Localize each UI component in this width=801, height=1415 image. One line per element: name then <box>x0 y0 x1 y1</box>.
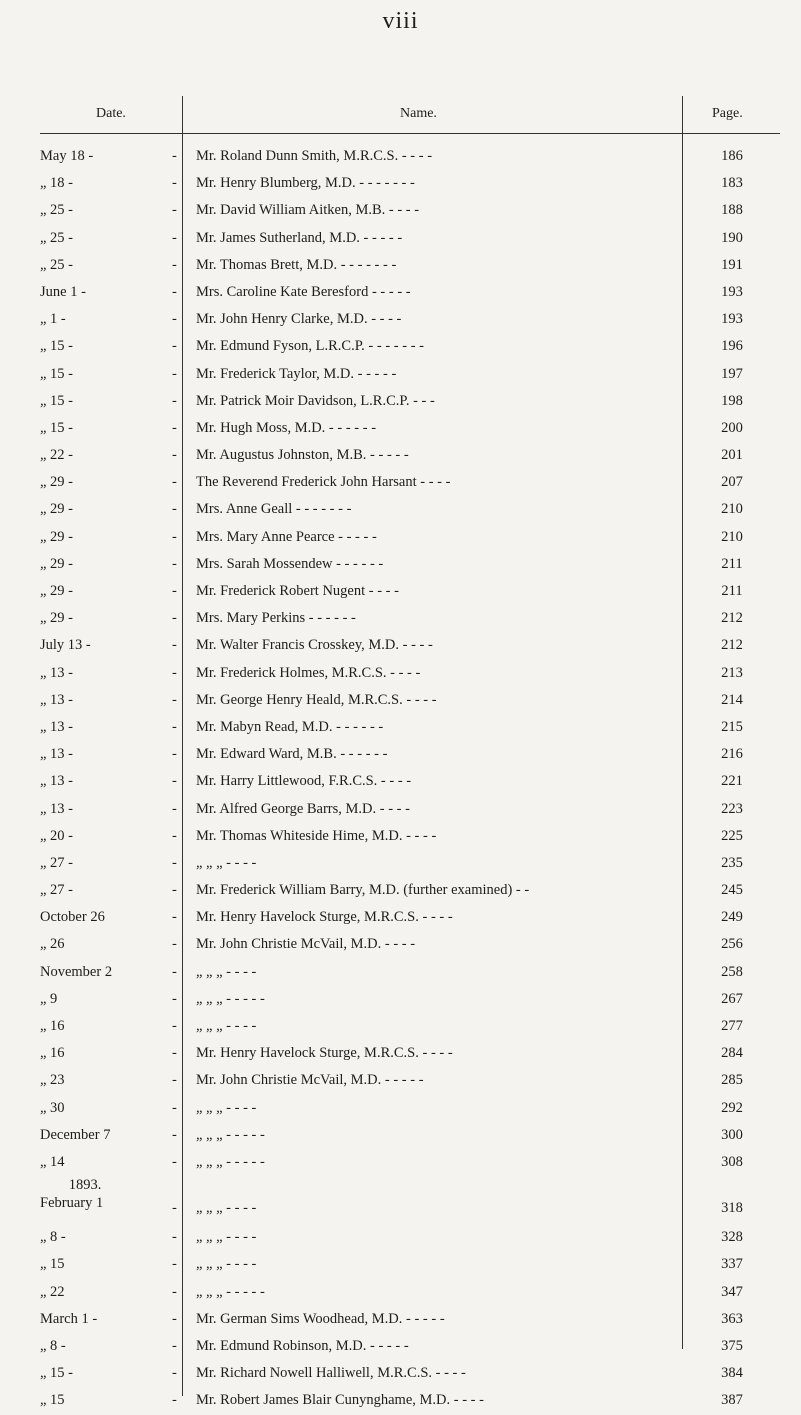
row-page: 375 <box>721 1337 743 1354</box>
row-name: Mrs. Anne Geall - - - - - - - <box>196 501 352 518</box>
row-date-text: „ 29 - <box>40 528 74 545</box>
row-date <box>40 692 172 709</box>
row-name: Mr. Hugh Moss, M.D. - - - - - - <box>196 419 377 436</box>
table-row <box>0 1334 801 1361</box>
row-date <box>40 1365 172 1382</box>
row-date-text: „ 29 - <box>40 501 74 518</box>
row-date <box>40 1018 172 1035</box>
year-label: 1893. <box>68 1177 102 1194</box>
row-name: „ „ „ - - - - - <box>196 1126 265 1143</box>
page-number: viii <box>382 8 419 34</box>
row-date-text: „ 15 - <box>40 365 74 382</box>
table-row <box>0 416 801 443</box>
table-row <box>0 1177 801 1225</box>
row-name: Mr. George Henry Heald, M.R.C.S. - - - - <box>196 691 437 708</box>
row-date <box>40 447 172 464</box>
row-date <box>40 1338 172 1355</box>
row-name: Mr. John Henry Clarke, M.D. - - - - <box>196 311 402 328</box>
row-dash: - <box>172 202 177 219</box>
row-name: Mr. John Christie McVail, M.D. - - - - - <box>196 1072 424 1089</box>
table-row <box>0 688 801 715</box>
row-name: „ „ „ - - - - - <box>196 990 265 1007</box>
row-dash: - <box>172 447 177 464</box>
row-page: 198 <box>721 392 743 409</box>
row-dash: - <box>172 1256 177 1273</box>
row-date <box>40 366 172 383</box>
row-date <box>40 964 172 981</box>
row-page: 212 <box>721 637 743 654</box>
row-dash: - <box>172 664 177 681</box>
row-date <box>40 230 172 247</box>
row-dash: - <box>172 1229 177 1246</box>
row-date <box>40 175 172 192</box>
row-name: Mr. Henry Havelock Sturge, M.R.C.S. - - - - <box>196 909 453 926</box>
row-name: Mrs. Mary Perkins - - - - - - <box>196 610 356 627</box>
row-date-text: „ 1 - <box>40 311 66 328</box>
row-page: 197 <box>721 365 743 382</box>
row-date-text: „ 25 - <box>40 256 74 273</box>
table-row <box>0 334 801 361</box>
row-date <box>40 202 172 219</box>
row-dash: - <box>172 501 177 518</box>
row-date-text: „ 16 <box>40 1045 65 1062</box>
row-dash: - <box>172 419 177 436</box>
row-dash: - <box>172 1018 177 1034</box>
row-date <box>40 1154 172 1171</box>
row-dash: - <box>172 691 177 708</box>
row-date-text: „ 14 <box>40 1153 65 1170</box>
row-date <box>40 828 172 845</box>
table-row <box>0 552 801 579</box>
row-date <box>40 1229 172 1246</box>
table-row <box>0 1150 801 1177</box>
row-date-text: „ 30 <box>40 1099 65 1116</box>
row-name: Mr. Alfred George Barrs, M.D. - - - - <box>196 800 410 817</box>
row-page: 201 <box>721 447 743 464</box>
row-date <box>40 311 172 328</box>
row-page: 183 <box>721 175 743 192</box>
row-page: 211 <box>721 555 743 572</box>
row-date-text: May 18 - <box>40 148 94 164</box>
row-page: 328 <box>721 1229 743 1246</box>
table-row <box>0 525 801 552</box>
row-dash: - <box>172 311 177 328</box>
table-row <box>0 905 801 932</box>
table-row <box>0 661 801 688</box>
row-name: Mr. Frederick Holmes, M.R.C.S. - - - - <box>196 664 421 681</box>
row-date-text: „ 13 - <box>40 773 74 790</box>
table-row <box>0 960 801 987</box>
table-row <box>0 1252 801 1279</box>
row-page: 292 <box>721 1099 743 1116</box>
row-date-text: „ 22 <box>40 1283 65 1300</box>
row-dash: - <box>172 1045 177 1062</box>
row-date-text: „ 13 - <box>40 718 74 735</box>
row-name: „ „ „ - - - - <box>196 1200 257 1217</box>
table-row <box>0 389 801 416</box>
table-row <box>0 633 801 660</box>
row-page: 191 <box>721 256 743 273</box>
row-date-text: „ 13 - <box>40 746 74 763</box>
row-page: 387 <box>721 1392 743 1409</box>
row-date-text: „ 27 - <box>40 882 74 899</box>
row-page: 300 <box>721 1126 743 1143</box>
row-page: 211 <box>721 583 743 599</box>
row-name: Mr. Frederick Robert Nugent - - - - <box>196 583 399 599</box>
row-name: Mr. Edmund Fyson, L.R.C.P. - - - - - - - <box>196 338 424 355</box>
row-date-text: „ 15 - <box>40 419 74 436</box>
row-dash: - <box>172 555 177 572</box>
row-name: Mr. Richard Nowell Halliwell, M.R.C.S. - - - - <box>196 1365 466 1382</box>
row-date-text: „ 13 - <box>40 664 74 681</box>
row-dash: - <box>172 583 177 599</box>
row-name: „ „ „ - - - - <box>196 854 257 871</box>
table-row <box>0 932 801 959</box>
row-dash: - <box>172 1099 177 1116</box>
row-date <box>40 991 172 1008</box>
table-row <box>0 253 801 280</box>
row-name: Mr. Edmund Robinson, M.D. - - - - - <box>196 1337 409 1354</box>
row-name: Mr. Harry Littlewood, F.R.C.S. - - - - <box>196 773 412 790</box>
row-name: Mr. Frederick Taylor, M.D. - - - - - <box>196 365 397 382</box>
row-date <box>40 474 172 491</box>
row-date-text: „ 18 - <box>40 175 74 192</box>
table-row <box>0 362 801 389</box>
row-date-text: June 1 - <box>40 283 86 300</box>
row-dash: - <box>172 610 177 627</box>
row-dash: - <box>172 1153 177 1170</box>
row-page: 207 <box>721 474 743 491</box>
table-row <box>0 987 801 1014</box>
row-date-text: „ 15 - <box>40 392 74 409</box>
row-date <box>40 1177 172 1212</box>
row-name: Mr. Patrick Moir Davidson, L.R.C.P. - - - <box>196 392 435 409</box>
row-page: 235 <box>721 854 743 871</box>
table-row <box>0 1225 801 1252</box>
row-page: 363 <box>721 1310 743 1327</box>
table-header <box>0 96 801 132</box>
table-row <box>0 1096 801 1123</box>
row-date <box>40 637 172 654</box>
row-date <box>40 610 172 627</box>
row-page: 285 <box>721 1072 743 1089</box>
row-dash: - <box>172 963 177 980</box>
row-date <box>40 1256 172 1273</box>
row-name: Mr. Thomas Brett, M.D. - - - - - - - <box>196 256 397 273</box>
row-page: 267 <box>721 990 743 1007</box>
row-date <box>40 1072 172 1089</box>
row-date <box>40 1284 172 1301</box>
row-date-text: „ 13 - <box>40 800 74 817</box>
row-dash: - <box>172 1310 177 1327</box>
table-row <box>0 851 801 878</box>
row-date-text: „ 26 <box>40 936 65 953</box>
date-column-header: Date. <box>96 106 126 121</box>
row-date-text: „ 15 - <box>40 1365 74 1382</box>
row-page: 256 <box>721 936 743 953</box>
row-name: Mr. James Sutherland, M.D. - - - - - <box>196 229 403 246</box>
table-row <box>0 497 801 524</box>
row-date <box>40 529 172 546</box>
row-date-text: December 7 <box>40 1126 111 1143</box>
row-date <box>40 1045 172 1062</box>
row-name: Mr. Roland Dunn Smith, M.R.C.S. - - - - <box>196 148 433 164</box>
row-dash: - <box>172 990 177 1007</box>
table-row <box>0 1041 801 1068</box>
row-date <box>40 773 172 790</box>
row-date-text: „ 29 - <box>40 610 74 627</box>
row-page: 308 <box>721 1153 743 1170</box>
row-dash: - <box>172 283 177 300</box>
row-dash: - <box>172 882 177 899</box>
row-name: „ „ „ - - - - - <box>196 1283 265 1300</box>
row-name: „ „ „ - - - - - <box>196 1153 265 1170</box>
table-row <box>0 198 801 225</box>
row-dash: - <box>172 854 177 871</box>
row-dash: - <box>172 528 177 545</box>
table-row <box>0 579 801 606</box>
row-name: Mr. Henry Blumberg, M.D. - - - - - - - <box>196 175 415 192</box>
row-page: 216 <box>721 746 743 763</box>
row-date-text: „ 29 - <box>40 555 74 572</box>
row-name: Mr. Mabyn Read, M.D. - - - - - - <box>196 718 384 735</box>
row-page: 190 <box>721 229 743 246</box>
row-date-text: „ 15 <box>40 1392 65 1409</box>
row-dash: - <box>172 773 177 790</box>
table-row <box>0 1307 801 1334</box>
row-dash: - <box>172 229 177 246</box>
row-date <box>40 719 172 736</box>
row-dash: - <box>172 392 177 409</box>
row-dash: - <box>172 474 177 491</box>
row-date-text: „ 13 - <box>40 691 74 708</box>
row-page: 258 <box>721 963 743 980</box>
table-row <box>0 797 801 824</box>
row-name: Mrs. Caroline Kate Beresford - - - - - <box>196 283 411 300</box>
row-dash: - <box>172 148 177 164</box>
row-date <box>40 148 172 165</box>
table-row <box>0 443 801 470</box>
row-dash: - <box>172 1365 177 1382</box>
row-name: Mr. David William Aitken, M.B. - - - - <box>196 202 420 219</box>
row-dash: - <box>172 256 177 273</box>
row-page: 277 <box>721 1018 743 1034</box>
row-date <box>40 420 172 437</box>
row-name: Mrs. Sarah Mossendew - - - - - - <box>196 555 384 572</box>
row-date-text: February 1 <box>40 1195 104 1212</box>
row-page: 186 <box>721 148 743 164</box>
row-date <box>40 909 172 926</box>
row-name: Mr. Thomas Whiteside Hime, M.D. - - - - <box>196 827 437 844</box>
row-date-text: October 26 <box>40 909 105 926</box>
row-dash: - <box>172 1126 177 1143</box>
row-date <box>40 1100 172 1117</box>
row-name: Mr. Henry Havelock Sturge, M.R.C.S. - - - - <box>196 1045 453 1062</box>
row-name: The Reverend Frederick John Harsant - - - - <box>196 474 451 491</box>
row-dash: - <box>172 338 177 355</box>
table-row <box>0 742 801 769</box>
row-dash: - <box>172 637 177 654</box>
table-row <box>0 1280 801 1307</box>
row-dash: - <box>172 827 177 844</box>
row-date-text: „ 16 <box>40 1018 65 1034</box>
row-page: 284 <box>721 1045 743 1062</box>
table-row <box>0 715 801 742</box>
row-date <box>40 393 172 410</box>
row-date <box>40 338 172 355</box>
row-dash: - <box>172 1337 177 1354</box>
row-date <box>40 583 172 600</box>
row-page: 337 <box>721 1256 743 1273</box>
row-dash: - <box>172 718 177 735</box>
row-dash: - <box>172 1392 177 1409</box>
row-page: 212 <box>721 610 743 627</box>
row-dash: - <box>172 800 177 817</box>
row-page: 249 <box>721 909 743 926</box>
row-name: „ „ „ - - - - <box>196 1099 257 1116</box>
table-row <box>0 1123 801 1150</box>
row-page: 196 <box>721 338 743 355</box>
row-dash: - <box>172 936 177 953</box>
row-name: Mr. German Sims Woodhead, M.D. - - - - - <box>196 1310 445 1327</box>
row-dash: - <box>172 1283 177 1300</box>
row-page: 193 <box>721 283 743 300</box>
row-name: Mr. Augustus Johnston, M.B. - - - - - <box>196 447 409 464</box>
row-date-text: „ 23 <box>40 1072 65 1089</box>
row-date-text: „ 25 - <box>40 229 74 246</box>
row-name: „ „ „ - - - - <box>196 1018 257 1034</box>
row-name: „ „ „ - - - - <box>196 963 257 980</box>
witness-table-body <box>0 144 801 1415</box>
header-rule <box>40 133 780 134</box>
row-date-text: July 13 - <box>40 637 91 654</box>
row-page: 347 <box>721 1283 743 1300</box>
row-page: 214 <box>721 691 743 708</box>
table-row <box>0 1361 801 1388</box>
row-dash: - <box>172 746 177 763</box>
row-date <box>40 665 172 682</box>
row-date <box>40 284 172 301</box>
row-date <box>40 1392 172 1409</box>
table-row <box>0 144 801 171</box>
row-page: 213 <box>721 664 743 681</box>
row-date-text: „ 20 - <box>40 827 74 844</box>
row-date-text: „ 15 - <box>40 338 74 355</box>
row-page: 221 <box>721 773 743 790</box>
row-name: „ „ „ - - - - <box>196 1229 257 1246</box>
table-row <box>0 878 801 905</box>
table-row <box>0 769 801 796</box>
row-page: 225 <box>721 827 743 844</box>
row-date <box>40 936 172 953</box>
table-row <box>0 470 801 497</box>
row-page: 210 <box>721 528 743 545</box>
page-column-header: Page. <box>712 106 743 121</box>
row-date-text: „ 22 - <box>40 447 74 464</box>
row-date-text: „ 9 <box>40 990 58 1007</box>
row-date <box>40 746 172 763</box>
row-date-text: November 2 <box>40 963 113 980</box>
table-row <box>0 280 801 307</box>
row-date-text: March 1 - <box>40 1310 98 1327</box>
row-name: Mr. Robert James Blair Cunynghame, M.D. - - - - <box>196 1392 484 1409</box>
row-dash: - <box>172 909 177 926</box>
table-row <box>0 226 801 253</box>
row-page: 193 <box>721 311 743 328</box>
row-date-text: „ 27 - <box>40 854 74 871</box>
table-row <box>0 1068 801 1095</box>
row-name: Mr. Frederick William Barry, M.D. (further examined) - - <box>196 882 530 899</box>
row-dash: - <box>172 1072 177 1089</box>
table-row <box>0 171 801 198</box>
row-dash: - <box>172 365 177 382</box>
row-name: Mr. John Christie McVail, M.D. - - - - <box>196 936 416 953</box>
table-row <box>0 824 801 851</box>
row-date <box>40 501 172 518</box>
table-row <box>0 1388 801 1415</box>
row-name: „ „ „ - - - - <box>196 1256 257 1273</box>
row-date <box>40 257 172 274</box>
table-row <box>0 1014 801 1041</box>
row-page: 223 <box>721 800 743 817</box>
row-dash: - <box>172 1200 177 1217</box>
row-date <box>40 1127 172 1144</box>
row-date-text: „ 15 <box>40 1256 65 1273</box>
row-dash: - <box>172 175 177 192</box>
row-page: 200 <box>721 419 743 436</box>
row-page: 384 <box>721 1365 743 1382</box>
table-row <box>0 606 801 633</box>
row-date-text: „ 29 - <box>40 474 74 491</box>
name-column-header: Name. <box>400 106 437 121</box>
row-page: 210 <box>721 501 743 518</box>
row-date-text: „ 8 - <box>40 1229 66 1246</box>
row-page: 318 <box>721 1200 743 1217</box>
table-row <box>0 307 801 334</box>
row-page: 245 <box>721 882 743 899</box>
row-date <box>40 882 172 899</box>
row-name: Mr. Edward Ward, M.B. - - - - - - <box>196 746 388 763</box>
row-date-text: „ 8 - <box>40 1337 66 1354</box>
row-date <box>40 801 172 818</box>
row-date-text: „ 29 - <box>40 583 74 599</box>
row-page: 188 <box>721 202 743 219</box>
row-date <box>40 1311 172 1328</box>
row-date-text: „ 25 - <box>40 202 74 219</box>
row-page: 215 <box>721 718 743 735</box>
row-date <box>40 556 172 573</box>
row-date <box>40 855 172 872</box>
row-name: Mrs. Mary Anne Pearce - - - - - <box>196 528 377 545</box>
row-name: Mr. Walter Francis Crosskey, M.D. - - - - <box>196 637 433 654</box>
